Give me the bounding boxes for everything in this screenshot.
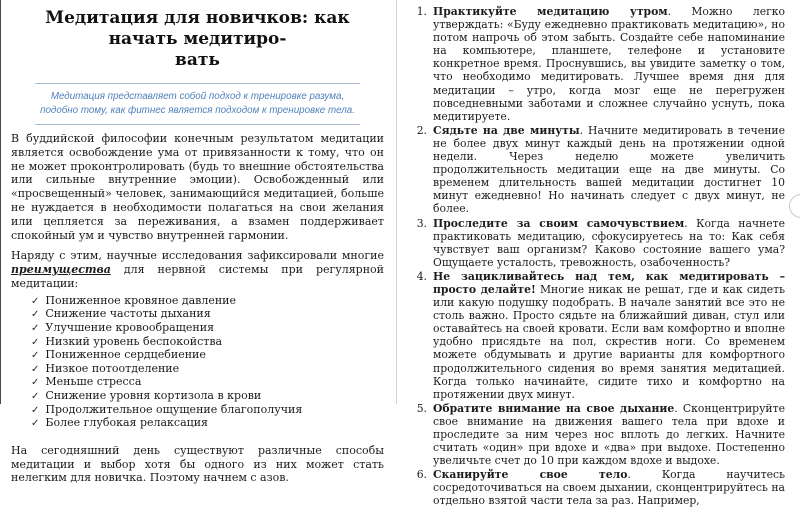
intro-quote [35,83,360,125]
paragraph-buddhism [11,132,384,242]
step-body: . Сконцентрируйте свое внимание на движения вашего тела при вдохе и проследите за ним через нос вплоть до легких. Начните считать «один» при вдохе и «два» при выдохе. Постепенно увеличьте счет до 10 при каждом вдохе и выдохе. [433,401,785,468]
step-body: . Можно легко утверждать: «Буду ежедневно практиковать медитацию», но потом напрочь об этом забыть. Создайте себе напоминание на компьютере, планшете, телефоне и установите конкретное время. Проснувшись, вы увидите заметку о том, что необходимо медитировать. Лучшее время дня для медитации – утро, когда мозг еще не перегружен повседневными заботами и сложнее случайно уснуть, пока медитируете. [433,5,785,123]
benefit-label: Меньше стресса [45,375,142,389]
benefits-intro-prefix: Наряду с этим, научные исследования зафиксировали многие [11,249,384,263]
step-number: 1. [416,5,427,18]
checkmark-icon: ✓ [31,377,40,389]
step-item-3 [408,217,785,269]
checkmark-icon: ✓ [31,363,40,375]
step-title: Не зацикливайтесь над тем, как медитировать – просто делайте! [433,269,785,296]
paragraph-buddhism-text: В буддийской философии конечным результатом медитации является освобождение ума от привязанности к тому, что он не может проконтролировать (будь то внешние обстоятельства или сильные внутренние эмоции). Освобожденный или «просвещенный» человек, занимающийся медитацией, больше не нуждается в необходимости полагаться на свои желания или цепляется за переживания, а взамен поддерживает спокойный ум и чувство внутренней гармонии. [11,132,384,242]
checkmark-icon: ✓ [31,390,40,402]
list-item [31,322,384,336]
page-title [15,8,380,71]
step-title: Сядьте на две минуты [433,123,580,137]
page-title-line1: Медитация для новичков: как начать медитиро- [45,8,350,49]
paragraph-benefits-intro [11,249,384,290]
step-item-1 [408,5,785,123]
checkmark-icon: ✓ [31,322,40,334]
checkmark-icon: ✓ [31,309,40,321]
paragraph-closing-text: На сегодняшний день существуют различные способы медитации и выбор хотя бы одного из них может стать нелегким для новичка. Поэтому начнем с азов. [11,443,384,485]
benefit-label: Пониженное кровяное давление [45,293,237,307]
benefits-intro-suffix: для нервной системы при регулярной медитации: [11,263,384,290]
benefit-label: Низкое потоотделение [45,361,180,375]
benefit-label: Улучшение кровообращения [45,320,215,334]
list-item [31,349,384,363]
step-item-5 [408,402,785,467]
step-body: . Когда научитесь сосредоточиваться на своем дыхании, сконцентрируйтесь на отдельно взятой части тела за раз. Например, [433,468,785,508]
step-item-4 [408,270,785,401]
right-column [397,0,800,508]
step-number: 4. [416,269,427,283]
benefit-label: Низкий уровень беспокойства [45,334,223,348]
step-number: 5. [416,401,427,415]
list-item [31,417,384,431]
step-title: Проследите за своим самочувствием [433,216,685,230]
checkmark-icon: ✓ [31,404,40,416]
list-item [31,308,384,322]
step-body: Многие никак не решат, где и как сидеть или какую подушку подобрать. В начале занятий все это не столь важно. Просто сядьте на ближайший диван, стул или оставайтесь на своей кровати. Если вам комфортно и вполне удобно присядьте на пол, скрестив ноги. Со временем можете обдумывать и другие варианты для комфортного продолжительного сидения во время занятия медитацией. Когда только начинайте, сидите тихо и комфортно на протяжении двух минут. [433,282,786,401]
list-item [31,376,384,390]
checkmark-icon: ✓ [31,336,40,348]
list-item [31,404,384,418]
step-number: 3. [416,216,427,230]
intro-quote-text: Медитация представляет собой подход к тренировке разума, подобно тому, как фитнес является подходом к тренировке тела. [40,91,355,116]
step-number: 6. [416,468,427,482]
list-item [31,363,384,377]
benefit-label: Снижение уровня кортизола в крови [45,388,262,402]
page-title-line2: вать [175,50,220,70]
list-item [31,295,384,309]
list-item [31,336,384,350]
checkmark-icon: ✓ [31,350,40,362]
list-item [31,390,384,404]
step-title: Обратите внимание на свое дыхание [433,401,675,415]
step-item-6 [408,468,785,507]
benefits-highlight-word: преимущества [11,263,111,277]
steps-list [408,5,785,508]
paragraph-closing [11,444,384,485]
checkmark-icon: ✓ [31,418,40,430]
benefit-label: Пониженное сердцебиение [45,348,206,362]
left-column [0,0,396,485]
benefit-label: Продолжительное ощущение благополучия [45,402,303,416]
step-body: . Начните медитировать в течение не более двух минут каждый день на протяжении одной недели. Через неделю можете увеличить продолжительность медитации еще на две минуты. Со временем длительность вашей медитации достигнет 10 минут ежедневно! Но начинать следует с двух минут, не более. [433,123,785,216]
window-edge-line [0,0,1,404]
step-body: . Когда начнете практиковать медитацию, сфокусируетесь на то: Как себя чувствует ваш организм? Каково состояние вашего ума? Ощущаете усталость, тревожность, озабоченность? [433,216,785,269]
checkmark-icon: ✓ [31,295,40,307]
benefits-list [11,295,384,431]
step-title: Практикуйте медитацию утром [433,5,668,18]
step-item-2 [408,124,785,216]
step-title: Сканируйте свое тело [433,468,628,482]
benefit-label: Более глубокая релаксация [45,416,208,430]
benefit-label: Снижение частоты дыхания [45,307,211,321]
step-number: 2. [416,123,427,137]
